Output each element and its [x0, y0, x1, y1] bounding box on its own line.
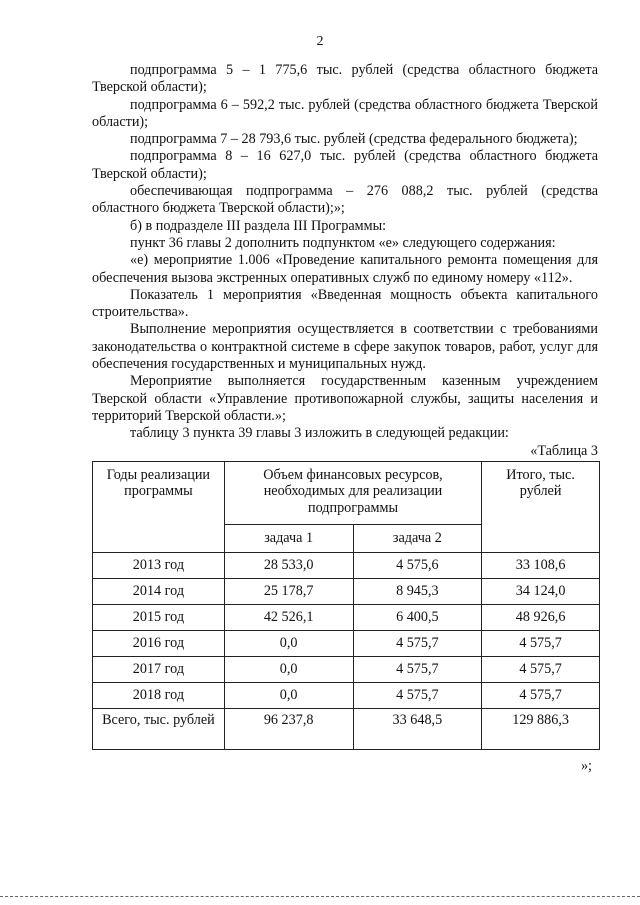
paragraph-subprogram-6: подпрограмма 6 – 592,2 тыс. рублей (средства областного бюджета Тверской области); — [92, 96, 598, 130]
table-total-row — [93, 708, 600, 749]
cell-total: 4 575,7 — [482, 682, 600, 708]
cell-task-1: 28 533,0 — [224, 552, 353, 578]
paragraph-executor: Мероприятие выполняется государственным казенным учреждением Тверской области «Управление противопожарной службы, защиты населения и территорий Тверской области.»; — [92, 373, 598, 424]
cell-task-2: 4 575,7 — [353, 682, 482, 708]
table-caption: «Таблица 3 — [530, 442, 598, 459]
paragraph-subsection-b: б) в подразделе III раздела III Программы: — [130, 217, 387, 234]
paragraph-subprogram-8: подпрограмма 8 – 16 627,0 тыс. рублей (средства областного бюджета Тверской области); — [92, 148, 598, 182]
cell-year: 2017 год — [93, 656, 225, 682]
cell-year: 2016 год — [93, 630, 225, 656]
cell-task-1: 42 526,1 — [224, 604, 353, 630]
closing-quote: »; — [580, 757, 592, 774]
header-total: Итого, тыс. рублей — [482, 461, 600, 552]
header-task-2: задача 2 — [353, 525, 482, 552]
cell-total: 48 926,6 — [482, 604, 600, 630]
paragraph-measure-1006: «е) мероприятие 1.006 «Проведение капитального ремонта помещения для обеспечения вызова экстренных оперативных служб по единому номеру «112». — [92, 252, 598, 286]
cell-task-2: 4 575,7 — [353, 656, 482, 682]
table-header-row — [93, 461, 600, 525]
cell-task-1: 0,0 — [224, 682, 353, 708]
cell-task-1: 25 178,7 — [224, 578, 353, 604]
cell-total: 4 575,7 — [482, 630, 600, 656]
page-bottom-edge — [0, 896, 640, 897]
paragraph-subprogram-7: подпрограмма 7 – 28 793,6 тыс. рублей (средства федерального бюджета); — [130, 131, 578, 148]
header-volume: Объем финансовых ресурсов, необходимых для реализации подпрограммы — [224, 461, 481, 525]
paragraph-clause-36: пункт 36 главы 2 дополнить подпунктом «е» следующего содержания: — [130, 234, 556, 251]
paragraph-execution: Выполнение мероприятия осуществляется в соответствии с требованиями законодательства о контрактной системе в сфере закупок товаров, работ, услуг для обеспечения государственных и муниципальных нужд. — [92, 321, 598, 373]
paragraph-table-intro: таблицу 3 пункта 39 главы 3 изложить в следующей редакции: — [130, 425, 509, 442]
cell-grand-total: 129 886,3 — [482, 708, 600, 749]
cell-year: 2018 год — [93, 682, 225, 708]
table-row — [93, 630, 600, 656]
cell-total: 4 575,7 — [482, 656, 600, 682]
cell-total: 33 108,6 — [482, 552, 600, 578]
cell-task-2: 6 400,5 — [353, 604, 482, 630]
cell-total-task-2: 33 648,5 — [353, 708, 482, 749]
paragraph-subprogram-5: подпрограмма 5 – 1 775,6 тыс. рублей (средства областного бюджета Тверской области); — [92, 62, 598, 96]
cell-total-label: Всего, тыс. рублей — [93, 708, 225, 749]
cell-task-1: 0,0 — [224, 630, 353, 656]
cell-year: 2013 год — [93, 552, 225, 578]
header-years: Годы реализации программы — [93, 461, 225, 552]
paragraph-support-subprogram: обеспечивающая подпрограмма – 276 088,2 тыс. рублей (средства областного бюджета Тверской области);»; — [92, 183, 598, 217]
paragraph-indicator: Показатель 1 мероприятия «Введенная мощность объекта капитального строительства». — [92, 286, 598, 321]
cell-task-2: 4 575,7 — [353, 630, 482, 656]
cell-total-task-1: 96 237,8 — [224, 708, 353, 749]
table-row — [93, 682, 600, 708]
page-number: 2 — [316, 34, 324, 49]
table-row — [93, 656, 600, 682]
cell-task-2: 4 575,6 — [353, 552, 482, 578]
table-row — [93, 578, 600, 604]
cell-year: 2015 год — [93, 604, 225, 630]
cell-year: 2014 год — [93, 578, 225, 604]
table-row — [93, 604, 600, 630]
cell-task-1: 0,0 — [224, 656, 353, 682]
cell-total: 34 124,0 — [482, 578, 600, 604]
budget-table — [92, 461, 600, 750]
cell-task-2: 8 945,3 — [353, 578, 482, 604]
table-row — [93, 552, 600, 578]
header-task-1: задача 1 — [224, 525, 353, 552]
document-body — [92, 62, 598, 775]
